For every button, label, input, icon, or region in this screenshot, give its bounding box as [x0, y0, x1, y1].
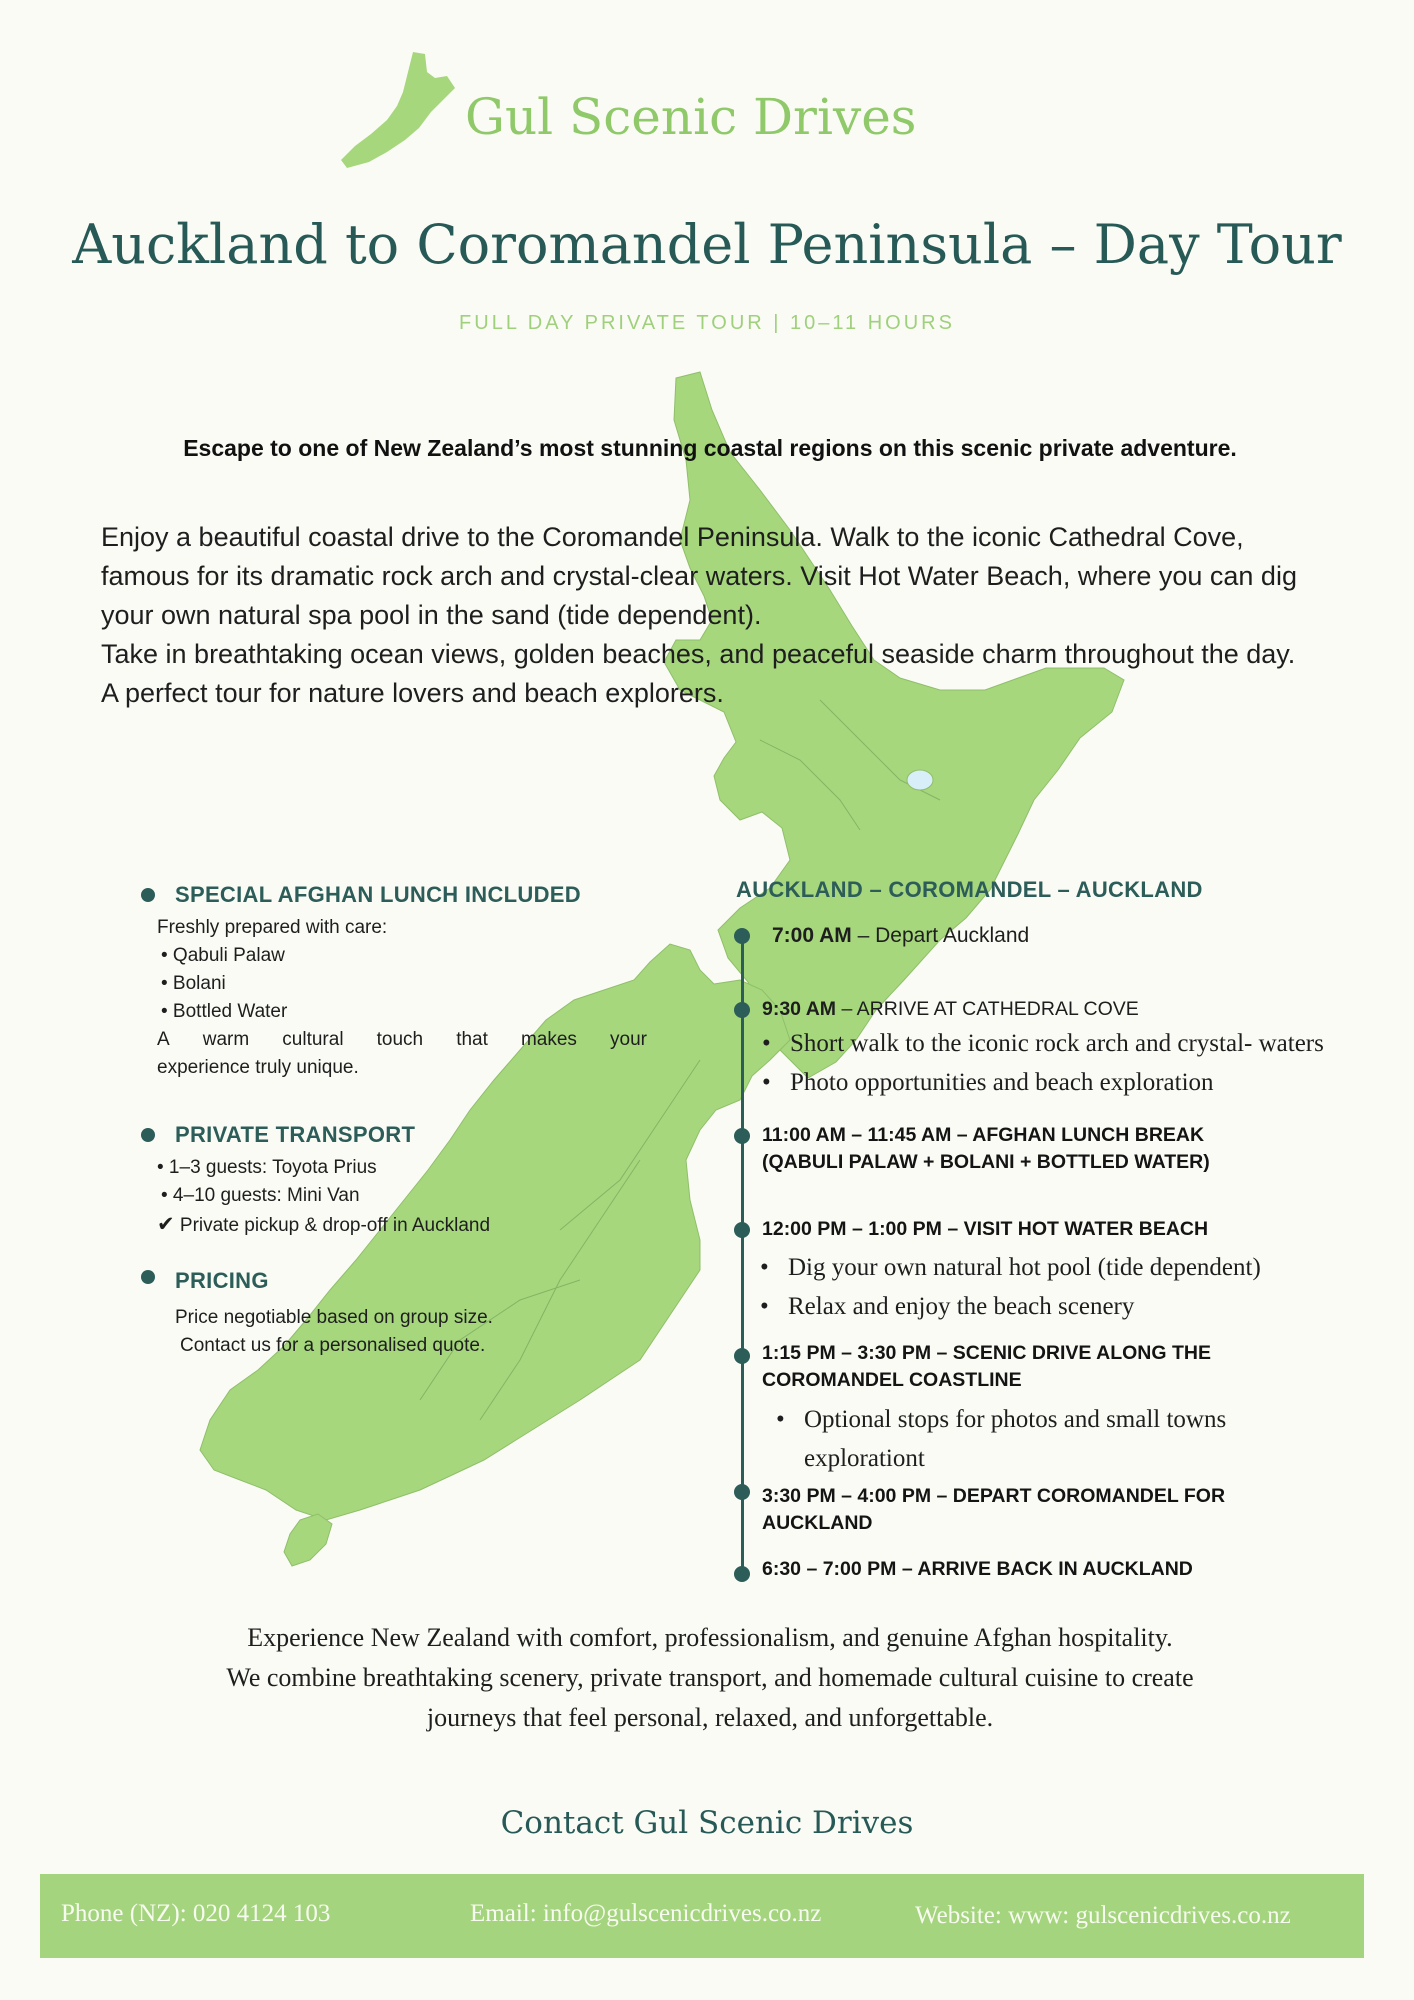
intro-lead: Escape to one of New Zealand’s most stunning coastal regions on this scenic private adventure. [183, 435, 1237, 461]
timeline-heading: AUCKLAND – COROMANDEL – AUCKLAND [736, 877, 1203, 902]
pricing-line: Price negotiable based on group size. [175, 1307, 493, 1328]
lunch-heading: SPECIAL AFGHAN LUNCH INCLUDED [175, 882, 581, 907]
timeline-label: 11:00 AM – 11:45 AM – AFGHAN LUNCH BREAK [762, 1124, 1205, 1146]
lunch-note-word: warm [202, 1029, 250, 1050]
pricing-line: Contact us for a personalised quote. [180, 1335, 486, 1356]
timeline-bullets [756, 1248, 1396, 1326]
north-island-shape [664, 372, 1124, 1078]
lunch-note-word: makes [520, 1029, 577, 1050]
timeline-label: Depart Auckland [875, 924, 1030, 947]
timeline-time: 9:30 AM [762, 998, 837, 1020]
lunch-intro: Freshly prepared with care: [157, 917, 388, 938]
contact-email[interactable]: Email: info@gulscenicdrives.co.nz [470, 1900, 822, 1927]
timeline-separator: – [851, 924, 876, 947]
intro-body [101, 518, 1331, 713]
timeline-bullets [758, 1024, 1398, 1102]
timeline-dot [734, 1348, 750, 1364]
lunch-item: • Bolani [161, 973, 226, 994]
lunch-note-end: experience truly unique. [157, 1057, 359, 1078]
timeline-dot [734, 1002, 750, 1018]
timeline-bullets [772, 1400, 1312, 1478]
page-title: Auckland to Coromandel Peninsula – Day Tour [72, 213, 1342, 276]
intro-paragraph: A perfect tour for nature lovers and beach explorers. [101, 678, 724, 708]
timeline-time: 7:00 AM [772, 924, 852, 947]
lunch-item: • Qabuli Palaw [161, 945, 285, 966]
lunch-note-word: cultural [282, 1029, 344, 1050]
timeline-entry [762, 998, 1139, 1021]
timeline-dot [734, 928, 750, 944]
intro-paragraph: Enjoy a beautiful coastal drive to the Coromandel Peninsula. Walk to the iconic Cathedral Cove, famous for its dramatic rock arch and crystal-clear waters. Visit Hot Water Beach, where you can dig your own natural spa pool in the sand (tide dependent). [101, 522, 1297, 630]
transport-item: • 1–3 guests: Toyota Prius [157, 1157, 377, 1178]
timeline-line [741, 934, 744, 1574]
contact-website[interactable]: Website: www: gulscenicdrives.co.nz [915, 1902, 1291, 1929]
timeline-bullet: • Relax and enjoy the beach scenery [756, 1287, 1396, 1326]
timeline-label: 1:15 PM – 3:30 PM – SCENIC DRIVE ALONG THE [762, 1342, 1211, 1364]
transport-check-item [157, 1210, 677, 1240]
brand-logo [335, 48, 917, 178]
timeline-label: (QABULI PALAW + BOLANI + BOTTLED WATER) [762, 1151, 1210, 1173]
timeline-bullet: • Photo opportunities and beach exploration [758, 1063, 1398, 1102]
lunch-note-word: your [610, 1029, 647, 1050]
closing-line: journeys that feel personal, relaxed, and unforgettable. [426, 1703, 994, 1732]
timeline-bullet: • Optional stops for photos and small towns explorationt [772, 1400, 1312, 1478]
timeline-label: 6:30 – 7:00 PM – ARRIVE BACK IN AUCKLAND [762, 1558, 1193, 1580]
section-bullet-icon [141, 1270, 155, 1284]
timeline-entry [772, 924, 1029, 948]
contact-title: Contact Gul Scenic Drives [500, 1805, 914, 1841]
stewart-island-shape [284, 1514, 332, 1566]
pricing-heading: PRICING [175, 1268, 269, 1293]
closing-line: We combine breathtaking scenery, private transport, and homemade cultural cuisine to create [226, 1663, 1194, 1692]
lunch-note-line [157, 1026, 647, 1054]
timeline-dot [734, 1484, 750, 1500]
lunch-item: • Bottled Water [161, 1001, 288, 1022]
timeline-bullet: • Dig your own natural hot pool (tide dependent) [756, 1248, 1396, 1287]
closing-line: Experience New Zealand with comfort, professionalism, and genuine Afghan hospitality. [247, 1623, 1173, 1652]
timeline-entry [762, 1556, 1382, 1583]
timeline-separator: – [836, 998, 857, 1020]
intro-paragraph: Take in breathtaking ocean views, golden beaches, and peaceful seaside charm throughout the day. [101, 639, 1296, 669]
timeline-entry [762, 1483, 1382, 1537]
timeline-entry [762, 1122, 1382, 1176]
timeline-label: AUCKLAND [762, 1512, 873, 1534]
transport-item: • 4–10 guests: Mini Van [161, 1185, 360, 1206]
transport-details [157, 1154, 677, 1240]
timeline-bullet: • Short walk to the iconic rock arch and crystal- waters [758, 1024, 1398, 1063]
lunch-note-word: A [157, 1029, 170, 1050]
closing-statement [120, 1618, 1300, 1738]
timeline-label: ARRIVE AT CATHEDRAL COVE [856, 998, 1139, 1020]
timeline-label: 3:30 PM – 4:00 PM – DEPART COROMANDEL FOR [762, 1485, 1226, 1507]
contact-footer-bar [40, 1874, 1364, 1958]
pricing-details [175, 1304, 635, 1360]
timeline-dot [734, 1128, 750, 1144]
lunch-details [157, 914, 657, 1082]
timeline-label: 12:00 PM – 1:00 PM – VISIT HOT WATER BEACH [762, 1218, 1209, 1240]
new-zealand-logo-icon [335, 48, 465, 178]
lunch-note-word: that [456, 1029, 488, 1050]
checkmark-icon: ✔ [157, 1212, 175, 1236]
section-bullet-icon [141, 888, 155, 902]
timeline-dot [734, 1566, 750, 1582]
transport-check-label: Private pickup & drop-off in Auckland [179, 1215, 491, 1236]
contact-phone[interactable]: Phone (NZ): 020 4124 103 [61, 1900, 331, 1927]
transport-heading: PRIVATE TRANSPORT [175, 1122, 416, 1147]
timeline-entry [762, 1340, 1382, 1394]
timeline-entry [762, 1216, 1382, 1243]
lunch-note-word: touch [376, 1029, 424, 1050]
brand-name: Gul Scenic Drives [465, 88, 917, 146]
page-subtitle: FULL DAY PRIVATE TOUR | 10–11 HOURS [459, 312, 955, 334]
timeline-label: COROMANDEL COASTLINE [762, 1369, 1022, 1391]
timeline-dot [734, 1222, 750, 1238]
section-bullet-icon [141, 1128, 155, 1142]
